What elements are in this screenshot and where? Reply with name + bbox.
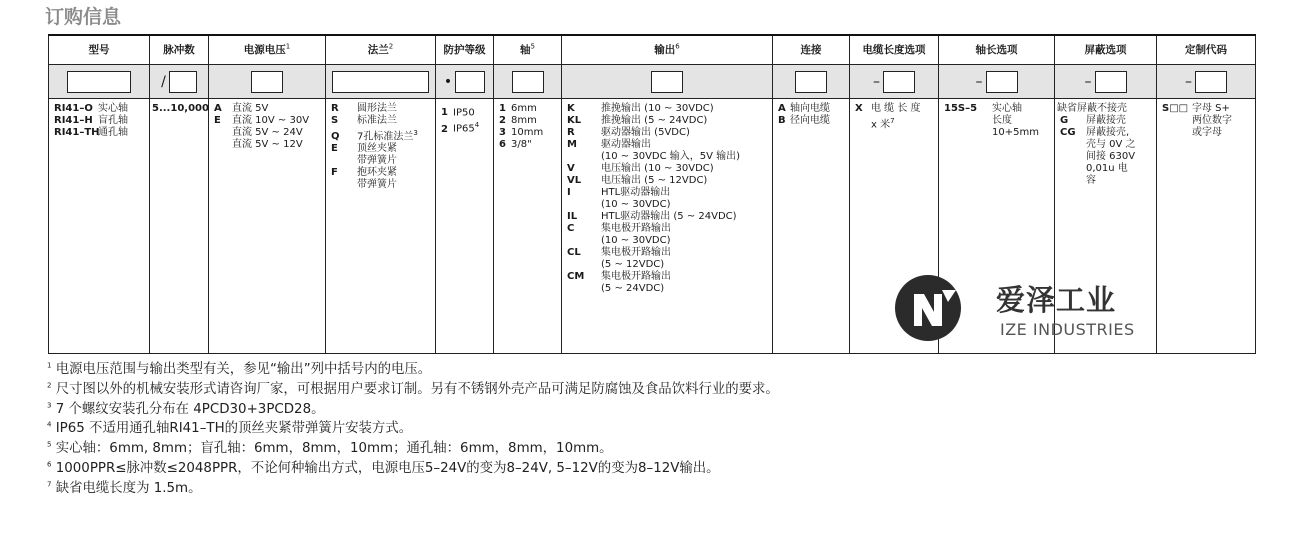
col-header-flange: 法兰$^2$	[326, 35, 436, 65]
shielding-option: G 屏蔽接壳	[1060, 115, 1126, 126]
output-option: C 集电极开路输出	[567, 223, 671, 234]
code-box-cell-cable-length	[850, 65, 939, 99]
custom-code-option: S□□ 字母 S+	[1162, 103, 1230, 114]
code-box-shaft	[512, 71, 544, 93]
custom-code-desc: 两位数字	[1192, 115, 1232, 126]
code-box-custom-code	[1195, 71, 1227, 93]
dot-separator: •	[443, 73, 453, 90]
model-option: RI41–TH通孔轴	[54, 127, 128, 138]
output-option: IL HTL驱动器输出 (5 ~ 24VDC)	[567, 211, 737, 222]
code-box-cell-custom-code	[1157, 65, 1256, 99]
shielding-option: 0,01u 电	[1086, 163, 1128, 174]
shaft-options	[494, 99, 562, 354]
output-option: (10 ~ 30VDC)	[601, 199, 671, 210]
custom-code-desc: 或字母	[1192, 127, 1222, 138]
dash-separator: –	[873, 73, 880, 90]
footnote: $^3$ 7 个螺纹安装孔分布在 4PCD30+3PCD28。	[47, 401, 325, 417]
code-box-protection	[455, 71, 485, 93]
code-box-flange	[332, 71, 429, 93]
shaft-length-desc: 10+5mm	[992, 127, 1039, 138]
output-option: CL 集电极开路输出	[567, 247, 671, 258]
voltage-options	[209, 99, 326, 354]
shielding-default: 缺省屏蔽不接壳	[1057, 103, 1127, 114]
connection-option: B 径向电缆	[778, 115, 830, 126]
flange-option: 带弹簧片	[357, 179, 397, 191]
section-title: 订购信息	[45, 6, 122, 28]
logo-mark-icon	[890, 268, 976, 348]
shielding-option: CG 屏蔽接壳,	[1060, 127, 1130, 138]
col-header-shielding: 屏蔽选项	[1055, 35, 1157, 65]
code-box-pulses	[169, 71, 197, 93]
model-option: RI41–H 盲孔轴	[54, 115, 128, 126]
shaft-option: 6 3/8"	[499, 139, 532, 150]
protection-option: 2 $IP65^4$	[441, 121, 480, 135]
footnote: $^2$ 尺寸图以外的机械安装形式请咨询厂家，可根据用户要求订制。另有不锈钢外壳产品可满足防腐蚀及食品饮料行业的要求。	[47, 381, 779, 397]
output-option: (10 ~ 30VDC)	[601, 235, 671, 246]
code-box-model	[67, 71, 131, 93]
code-box-voltage	[251, 71, 283, 93]
output-option: KL 推挽输出 (5 ~ 24VDC)	[567, 115, 708, 126]
voltage-option: A 直流 5V	[214, 103, 269, 114]
flange-option: Q 7孔标准法兰$^3$	[331, 129, 418, 143]
code-box-cell-output	[562, 65, 773, 99]
protection-options	[436, 99, 494, 354]
footnote: $^4$ IP65 不适用通孔轴RI41–TH的顶丝夹紧带弹簧片安装方式。	[47, 420, 413, 437]
code-box-cell-shaft	[494, 65, 562, 99]
footnote: $^6$ 1000PPR≤脉冲数≤2048PPR，不论何种输出方式，电源电压5–24V的变为8–24V, 5–12V的变为8–12V输出。	[47, 460, 720, 476]
connection-option: A 轴向电缆	[778, 103, 830, 114]
shaft-option: 2 8mm	[499, 115, 537, 126]
code-box-cell-flange	[326, 65, 436, 99]
col-header-pulses: 脉冲数	[150, 35, 209, 65]
pulse-range: 5...10,000	[152, 103, 209, 114]
col-header-cable-length: 电缆长度选项	[850, 35, 939, 65]
custom-code-options	[1157, 99, 1256, 354]
footnote: $^1$ 电源电压范围与输出类型有关，参见“输出”列中括号内的电压。	[47, 361, 432, 377]
output-option: (5 ~ 24VDC)	[601, 283, 665, 294]
col-header-protection: 防护等级	[436, 35, 494, 65]
flange-options	[326, 99, 436, 354]
shielding-option: 容	[1086, 175, 1096, 186]
code-box-cell-shaft-length	[939, 65, 1055, 99]
logo-text-cn: 爱泽工业	[996, 283, 1117, 317]
footnotes	[47, 360, 779, 499]
output-options	[562, 99, 773, 354]
code-box-cell-connection	[773, 65, 850, 99]
code-box-cell-pulses	[150, 65, 209, 99]
output-option: (5 ~ 12VDC)	[601, 259, 665, 270]
shaft-length-desc: 长度	[992, 115, 1012, 126]
code-box-cell-voltage	[209, 65, 326, 99]
pulse-options	[150, 99, 209, 354]
code-box-cable-length	[883, 71, 915, 93]
shaft-option: 3 10mm	[499, 127, 544, 138]
flange-option: E 顶丝夹紧	[331, 143, 397, 155]
shielding-option: 壳与 0V 之	[1086, 139, 1136, 150]
header-row	[49, 35, 1256, 65]
voltage-option: 直流 5V ~ 24V	[232, 127, 303, 138]
code-box-output	[651, 71, 683, 93]
output-option: K 推挽输出 (10 ~ 30VDC)	[567, 103, 714, 114]
code-entry-row	[49, 65, 1256, 99]
protection-option: 1 IP50	[441, 107, 475, 119]
output-option: I HTL驱动器输出	[567, 187, 671, 198]
col-header-shaft-length: 轴长选项	[939, 35, 1055, 65]
col-header-model: 型号	[49, 35, 150, 65]
output-option: V 电压输出 (10 ~ 30VDC)	[567, 163, 714, 174]
output-option: CM 集电极开路输出	[567, 271, 671, 282]
dash-separator: –	[1084, 73, 1092, 90]
col-header-custom-code: 定制代码	[1157, 35, 1256, 65]
voltage-option: 直流 5V ~ 12V	[232, 139, 303, 150]
flange-option: S 标准法兰	[331, 115, 397, 126]
code-box-cell-protection	[436, 65, 494, 99]
cable-length-option: X 电 缆 长 度	[855, 103, 921, 114]
company-logo-watermark	[890, 268, 1160, 348]
voltage-option: E 直流 10V ~ 30V	[214, 115, 310, 126]
output-option: M 驱动器输出	[567, 139, 651, 150]
model-options	[49, 99, 150, 354]
code-box-cell-model	[49, 65, 150, 99]
footnote: $^5$ 实心轴：6mm, 8mm；盲孔轴：6mm，8mm，10mm；通孔轴：6mm，8mm，10mm。	[47, 440, 613, 457]
output-option: (10 ~ 30VDC 输入，5V 输出)	[601, 151, 741, 162]
shaft-length-option: 15S–5 实心轴	[944, 103, 1022, 114]
cable-length-unit: x 米$^7$	[871, 117, 895, 131]
col-header-voltage: 电源电压$^1$	[209, 35, 326, 65]
col-header-output: 输出$^6$	[562, 35, 773, 65]
shaft-option: 1 6mm	[499, 103, 537, 114]
code-box-cell-shielding	[1055, 65, 1157, 99]
output-option: R 驱动器输出 (5VDC)	[567, 127, 690, 138]
code-box-shaft-length	[986, 71, 1018, 93]
connection-options	[773, 99, 850, 354]
shielding-option: 间接 630V	[1086, 151, 1136, 162]
dash-separator: –	[1185, 73, 1192, 90]
output-option: VL 电压输出 (5 ~ 12VDC)	[567, 175, 708, 186]
footnote: $^7$ 缺省电缆长度为 1.5m。	[47, 480, 202, 496]
dash-separator: –	[975, 73, 983, 90]
slash-separator: /	[161, 73, 166, 90]
flange-option: F 抱环夹紧	[331, 167, 397, 179]
model-option: RI41–O 实心轴	[54, 103, 128, 114]
flange-option: R 圆形法兰	[331, 103, 397, 114]
code-box-connection	[795, 71, 827, 93]
col-header-shaft: 轴$^5$	[494, 35, 562, 65]
logo-text-en: IZE INDUSTRIES	[1000, 320, 1135, 339]
flange-option: 带弹簧片	[357, 155, 397, 167]
code-box-shielding	[1095, 71, 1127, 93]
col-header-connection: 连接	[773, 35, 850, 65]
